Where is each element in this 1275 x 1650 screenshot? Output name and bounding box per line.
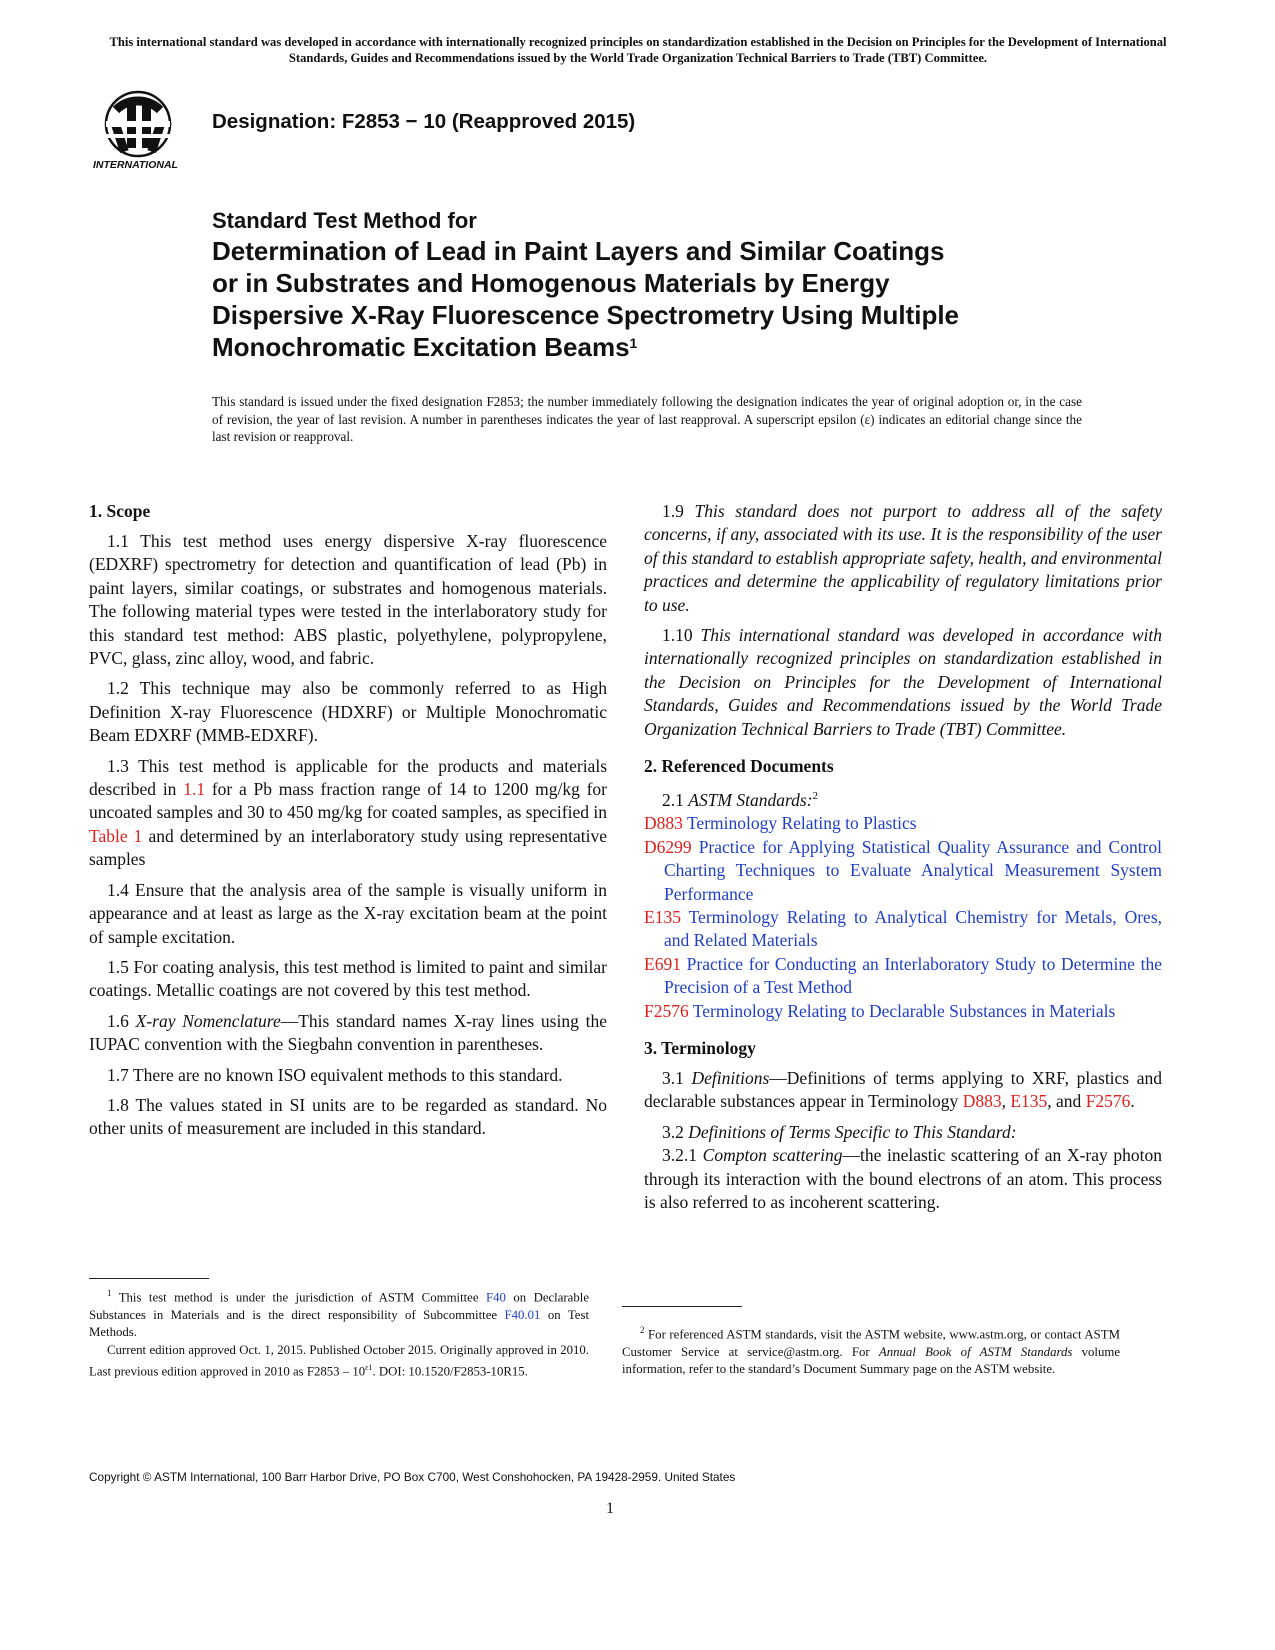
wto-notice: This international standard was developed in accordance with internationally recognized principles on standardization established in the Decision on Principles for the Development of International Standards, Guides and Recommendations issued by the World Trade Organization Technical Barriers to Trade (TBT) Committee.	[109, 35, 1167, 65]
paragraph-1-4: 1.4 Ensure that the analysis area of the sample is visually uniform in appearance and at least as large as the X-ray excitation beam at the point of sample excitation.	[89, 879, 607, 947]
title-line: Determination of Lead in Paint Layers and Similar Coatings	[212, 236, 945, 266]
reference-item[interactable]: D6299 Practice for Applying Statistical Quality Assurance and Control Charting Techniques to Evaluate Analytical Measurement System Performance	[644, 836, 1162, 904]
link-f40[interactable]: F40	[485, 1290, 506, 1305]
paragraph-2-1: 2.1 ASTM Standards:$^2$	[662, 789, 819, 810]
footnote-rule-left	[89, 1278, 209, 1279]
footnote-2	[622, 1322, 1120, 1379]
footnote-rule-right	[622, 1306, 742, 1307]
title-lead: Standard Test Method for	[212, 208, 477, 233]
page-number: 1	[606, 1500, 614, 1517]
section-heading-scope: 1. Scope	[89, 501, 151, 521]
footnote-1-para: $^1$ This test method is under the jurisdiction of ASTM Committee F40 on Declarable Substances in Materials and is the direct responsibility of Subcommittee F40.01 on Test Methods.	[89, 1288, 590, 1340]
link-f2576[interactable]: F2576	[1085, 1091, 1131, 1112]
footnote-2-para: $^2$ For referenced ASTM standards, visit the ASTM website, www.astm.org, or contact ASTM Customer Service at service@astm.org. For Annual Book of ASTM Standards volume information, refer to the standard’s Document Summary page on the ASTM website.	[622, 1325, 1121, 1377]
logo-caption: INTERNATIONAL	[93, 159, 178, 171]
link-f40-01[interactable]: F40.01	[504, 1307, 541, 1322]
paragraph-3-1: 3.1 Definitions—Definitions of terms applying to XRF, plastics and declarable substances appear in Terminology D883, E135, and F2576.	[644, 1067, 1163, 1112]
reference-item[interactable]: F2576 Terminology Relating to Declarable Substances in Materials	[644, 1000, 1116, 1021]
designation: Designation: F2853 − 10 (Reapproved 2015)	[212, 110, 636, 133]
section-heading-referenced: 2. Referenced Documents	[644, 756, 834, 777]
paragraph-1-7: 1.7 There are no known ISO equivalent methods to this standard.	[107, 1064, 563, 1085]
paragraph-1-6: 1.6 X-ray Nomenclature—This standard names X-ray lines using the IUPAC convention with the Siegbahn convention in parentheses.	[89, 1010, 607, 1055]
paragraph-1-8: 1.8 The values stated in SI units are to be regarded as standard. No other units of measurement are included in this standard.	[89, 1094, 607, 1139]
link-table-1[interactable]: Table 1	[89, 825, 143, 846]
title-block	[212, 207, 1082, 363]
reference-item[interactable]: D883 Terminology Relating to Plastics	[644, 813, 917, 834]
title-line: Monochromatic Excitation Beams$^1$	[212, 332, 638, 362]
link-e135[interactable]: E135	[1010, 1091, 1048, 1112]
title-footnote-mark[interactable]: 1	[629, 335, 638, 351]
reference-list	[644, 812, 1162, 1023]
right-column	[644, 500, 1162, 1221]
reference-item[interactable]: E691 Practice for Conducting an Interlaboratory Study to Determine the Precision of a Test Method	[644, 953, 1162, 998]
paragraph-1-9: 1.9 This standard does not purport to address all of the safety concerns, if any, associated with its use. It is the responsibility of the user of this standard to establish appropriate safety, health, and environmental practices and determine the applicability of regulatory limitations prior to use.	[644, 501, 1163, 615]
astm-logo-mark	[92, 86, 192, 172]
paragraph-1-10: 1.10 This international standard was developed in accordance with internationally recognized principles on standardization established in the Decision on Principles for the Development of International Standards, Guides and Recommendations issued by the World Trade Organization Technical Barriers to Trade (TBT) Committee.	[644, 625, 1163, 739]
title-main	[212, 235, 1082, 363]
link-d883[interactable]: D883	[962, 1091, 1002, 1112]
paragraph-1-2: 1.2 This technique may also be commonly referred to as High Definition X-ray Fluorescence (HDXRF) or Multiple Monochromatic Beam EDXRF (MMB-EDXRF).	[89, 678, 607, 746]
paragraph-1-3: 1.3 This test method is applicable for the products and materials described in 1.1 for a Pb mass fraction range of 14 to 1200 mg/kg for uncoated samples and 30 to 450 mg/kg for coated samples, as specified in Table 1 and determined by an interlaboratory study using representative samples	[89, 755, 607, 870]
paragraph-1-1: 1.1 This test method uses energy dispersive X-ray fluorescence (EDXRF) spectrometry for detection and quantification of lead (Pb) in paint layers, similar coatings, or substrates and homogenous materials. The following material types were tested in the interlaboratory study for this standard test method: ABS plastic, polyethylene, polypropylene, PVC, glass, zinc alloy, wood, and fabric.	[89, 531, 607, 669]
copyright-line: Copyright © ASTM International, 100 Barr Harbor Drive, PO Box C700, West Conshohocken, PA 19428-2959. United States	[89, 1470, 736, 1484]
link-section-1-1[interactable]: 1.1	[183, 779, 206, 800]
paragraph-1-5: 1.5 For coating analysis, this test method is limited to paint and similar coatings. Metallic coatings are not covered by this test method.	[89, 956, 607, 1001]
left-column	[89, 500, 607, 1148]
paragraph-3-2-1: 3.2.1 Compton scattering—the inelastic scattering of an X-ray photon through its interaction with the bound electrons of an atom. This process is also referred to as incoherent scattering.	[644, 1145, 1163, 1212]
paragraph-3-2: 3.2 Definitions of Terms Specific to This Standard:	[662, 1121, 1017, 1142]
title-line: Dispersive X-Ray Fluorescence Spectrometry Using Multiple	[212, 300, 960, 330]
title-line: or in Substrates and Homogenous Materials by Energy	[212, 268, 890, 298]
section-heading-terminology: 3. Terminology	[644, 1037, 756, 1058]
reference-item[interactable]: E135 Terminology Relating to Analytical Chemistry for Metals, Ores, and Related Materials	[644, 906, 1162, 951]
issue-note: This standard is issued under the fixed designation F2853; the number immediately following the designation indicates the year of original adoption or, in the case of revision, the year of last revision. A number in parentheses indicates the year of last reapproval. A superscript epsilon (ε) indicates an editorial change since the last revision or reapproval.	[212, 394, 1082, 444]
footnote-1-edition: Current edition approved Oct. 1, 2015. Published October 2015. Originally approved in 2010. Last previous edition approved in 2010 as $F2853 - 10^{\varepsilon 1}$. DOI: 10.1520/F2853-10R15.	[89, 1342, 589, 1379]
footnote-1	[89, 1285, 589, 1381]
astm-logo	[92, 86, 192, 172]
